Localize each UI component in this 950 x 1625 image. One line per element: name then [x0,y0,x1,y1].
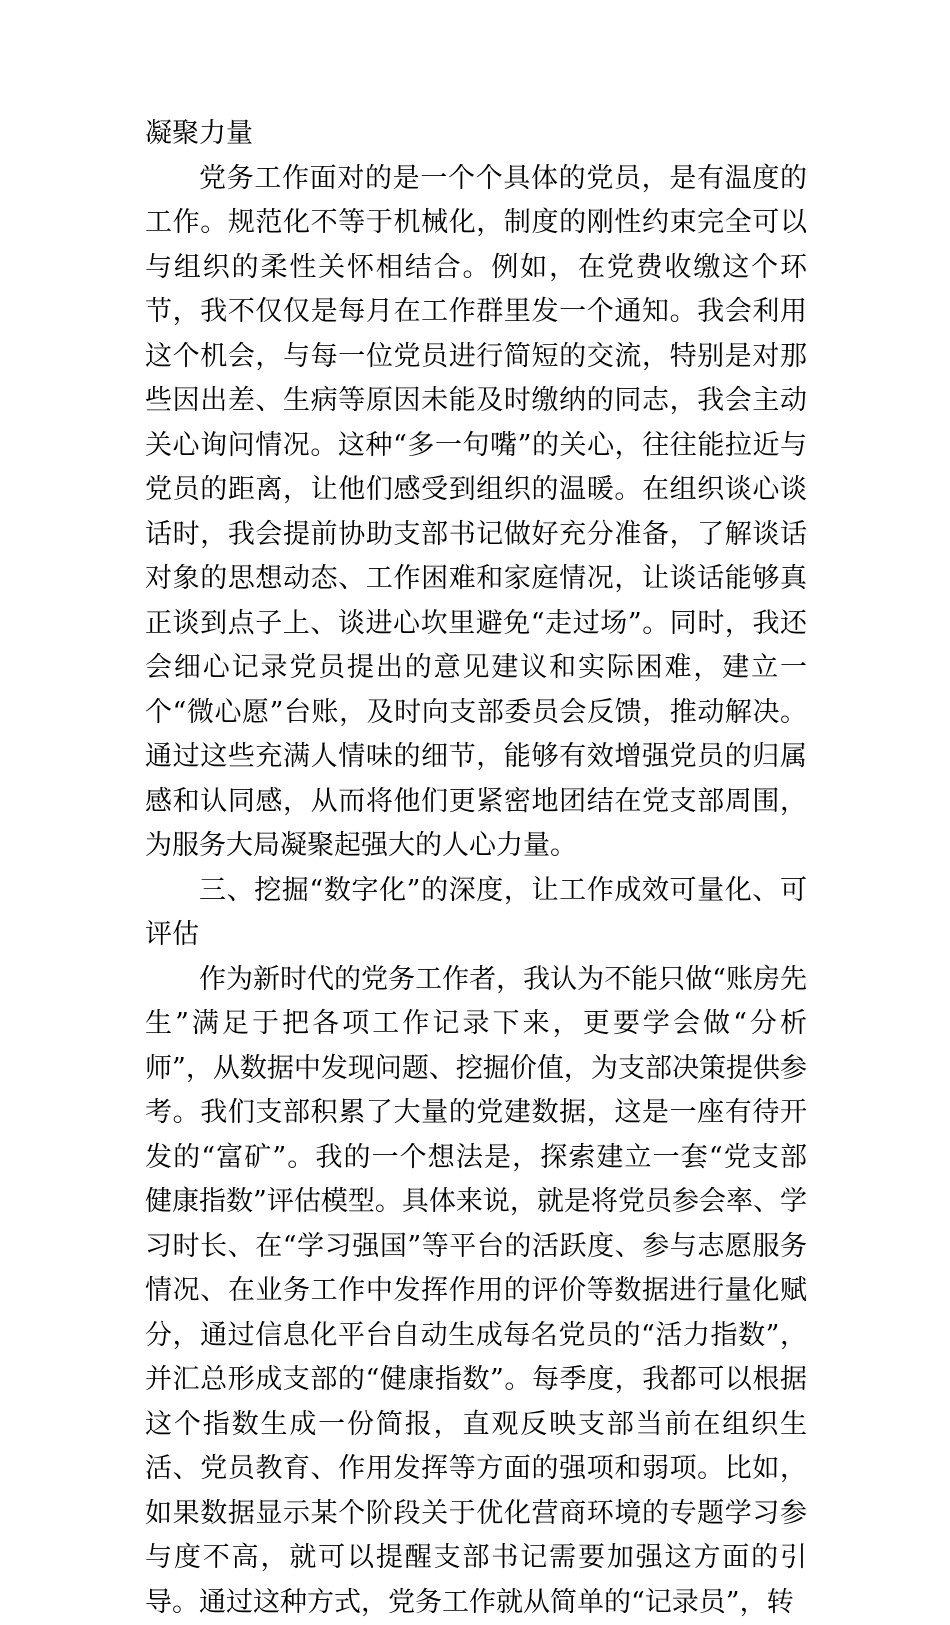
body-paragraph-data: 作为新时代的党务工作者，我认为不能只做“账房先生”满足于把各项工作记录下来，更要学会做“分析师”，从数据中发现问题、挖掘价值，为支部决策提供参考。我们支部积累了大量的党建数据，这是一座有待开发的“富矿”。我的一个想法是，探索建立一套“党支部健康指数”评估模型。具体来说，就是将党员参会率、学习时长、在“学习强国”等平台的活跃度、参与志愿服务情况、在业务工作中发挥作用的评价等数据进行量化赋分，通过信息化平台自动生成每名党员的“活力指数”，并汇总形成支部的“健康指数”。每季度，我都可以根据这个指数生成一份简报，直观反映支部当前在组织生活、党员教育、作用发挥等方面的强项和弱项。比如，如果数据显示某个阶段关于优化营商环境的专题学习参与度不高，就可以提醒支部书记需要加强这方面的引导。通过这种方式，党务工作就从简单的“记录员”，转 [145,958,807,1625]
heading-continuation: 凝聚力量 [145,112,807,157]
document-page [145,112,807,1625]
section-heading-digitalization: 三、挖掘“数字化”的深度，让工作成效可量化、可评估 [145,869,807,958]
body-paragraph-care: 党务工作面对的是一个个具体的党员，是有温度的工作。规范化不等于机械化，制度的刚性约束完全可以与组织的柔性关怀相结合。例如，在党费收缴这个环节，我不仅仅是每月在工作群里发一个通知。我会利用这个机会，与每一位党员进行简短的交流，特别是对那些因出差、生病等原因未能及时缴纳的同志，我会主动关心询问情况。这种“多一句嘴”的关心，往往能拉近与党员的距离，让他们感受到组织的温暖。在组织谈心谈话时，我会提前协助支部书记做好充分准备，了解谈话对象的思想动态、工作困难和家庭情况，让谈话能够真正谈到点子上、谈进心坎里避免“走过场”。同时，我还会细心记录党员提出的意见建议和实际困难，建立一个“微心愿”台账，及时向支部委员会反馈，推动解决。通过这些充满人情味的细节，能够有效增强党员的归属感和认同感，从而将他们更紧密地团结在党支部周围，为服务大局凝聚起强大的人心力量。 [145,157,807,869]
